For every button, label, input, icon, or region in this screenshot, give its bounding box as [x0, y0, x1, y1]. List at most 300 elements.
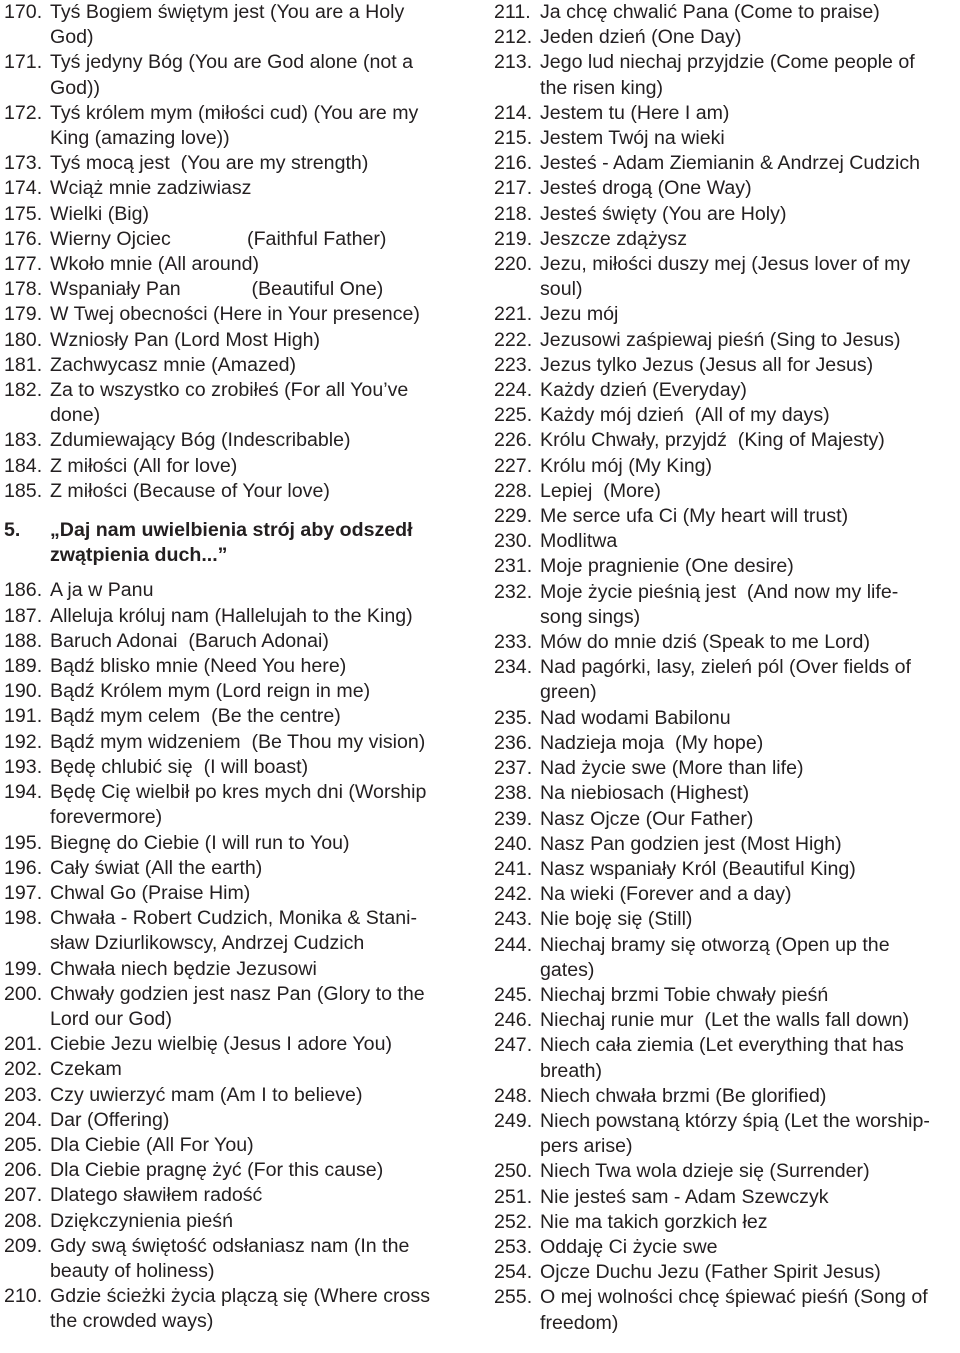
song-number: 229.: [494, 505, 533, 528]
song-title: A ja w Panu: [50, 579, 154, 602]
song-number: 176.: [4, 227, 43, 250]
song-entry-line: [494, 76, 960, 101]
song-entry-line: [4, 428, 474, 453]
song-number: 230.: [494, 530, 533, 553]
song-number: 215.: [494, 127, 533, 150]
song-number: 193.: [4, 755, 43, 778]
song-title: Dla Ciebie (All For You): [50, 1133, 254, 1156]
song-number: 196.: [4, 856, 43, 879]
song-entry-line: [494, 1159, 960, 1184]
song-title: Nadzieja moja (My hope): [540, 731, 764, 754]
song-title: Jesteś święty (You are Holy): [540, 202, 787, 225]
song-title: Czy uwierzyć mam (Am I to believe): [50, 1083, 363, 1106]
song-number: [494, 1311, 540, 1336]
song-title: Jezusowi zaśpiewaj pieśń (Sing to Jesus): [540, 328, 901, 351]
song-entry-line: [4, 629, 474, 654]
song-entry-line: [4, 730, 474, 755]
song-title: Jezu mój: [540, 303, 619, 326]
song-entry-line: [4, 1158, 474, 1183]
song-number: 228.: [494, 479, 533, 502]
song-number: [4, 1007, 50, 1032]
song-entry-line: [494, 504, 960, 529]
song-title: God): [50, 26, 94, 49]
song-number: 238.: [494, 782, 533, 805]
song-entry-line: [4, 1108, 474, 1133]
song-entry-line: [494, 378, 960, 403]
song-number: 172.: [4, 101, 43, 124]
song-title: Biegnę do Ciebie (I will run to You): [50, 831, 350, 854]
song-entry-line: [494, 1033, 960, 1058]
song-title: Bądź blisko mnie (Need You here): [50, 655, 347, 678]
song-number: [4, 1259, 50, 1284]
song-entry-line: [4, 1284, 474, 1309]
song-number: 211.: [494, 1, 531, 23]
song-title: Wierny Ojciec (Faithful Father): [50, 227, 387, 250]
song-entry-line: [494, 529, 960, 554]
song-title: Moje pragnienie (One desire): [540, 555, 794, 578]
song-entry-line: [4, 931, 474, 956]
song-number: 243.: [494, 908, 533, 931]
song-title: Jezu, miłości duszy mej (Jesus lover of my: [540, 253, 911, 276]
song-entry-line: [494, 1185, 960, 1210]
song-number: 185.: [4, 479, 43, 502]
song-title: Niechaj bramy się otworzą (Open up the: [540, 933, 890, 956]
song-number: 224.: [494, 379, 533, 402]
song-title: Wielki (Big): [50, 202, 150, 225]
song-number: 210.: [4, 1285, 43, 1308]
song-entry-line: [4, 881, 474, 906]
song-entry-line: [4, 454, 474, 479]
song-number: 205.: [4, 1133, 43, 1156]
song-number: 236.: [494, 731, 533, 754]
song-entry-line: [494, 605, 960, 630]
song-list-left-bottom: [4, 578, 474, 1334]
song-title: Za to wszystko co zrobiłeś (For all You’ve: [50, 379, 409, 402]
song-number: 220.: [494, 253, 533, 276]
song-number: 217.: [494, 177, 533, 200]
song-entry-line: [494, 554, 960, 579]
song-title: Cały świat (All the earth): [50, 856, 263, 879]
song-entry-line: [4, 780, 474, 805]
song-number: 235.: [494, 706, 533, 729]
song-entry-line: [494, 857, 960, 882]
song-title: Bądź mym celem (Be the centre): [50, 705, 341, 728]
song-entry-line: [4, 202, 474, 227]
song-entry-line: [494, 1109, 960, 1134]
song-entry-line: [494, 0, 960, 25]
song-number: [4, 805, 50, 830]
song-title: Będę Cię wielbił po kres mych dni (Worship: [50, 781, 427, 804]
song-title: Tyś jedyny Bóg (You are God alone (not a: [50, 51, 414, 74]
song-entry-line: [4, 1259, 474, 1284]
song-title: Nad życie swe (More than life): [540, 757, 804, 780]
song-entry-line: [494, 907, 960, 932]
song-number: 204.: [4, 1108, 43, 1131]
song-number: 225.: [494, 404, 533, 427]
song-title: Jego lud niechaj przyjdzie (Come people of: [540, 51, 915, 74]
song-number: 182.: [4, 379, 43, 402]
song-entry-line: [4, 328, 474, 353]
song-title: Królu mój (My King): [540, 454, 713, 477]
song-number: 237.: [494, 757, 533, 780]
song-entry-line: [494, 428, 960, 453]
song-title: song sings): [540, 605, 641, 628]
song-number: 248.: [494, 1084, 533, 1107]
song-number: 179.: [4, 303, 43, 326]
song-title: Lord our God): [50, 1007, 172, 1030]
song-number: 199.: [4, 957, 43, 980]
song-title: Nie boję się (Still): [540, 908, 693, 931]
song-title: Ojcze Duchu Jezu (Father Spirit Jesus): [540, 1261, 881, 1284]
song-number: 203.: [4, 1083, 43, 1106]
song-entry-line: [494, 353, 960, 378]
song-entry-line: [4, 1309, 474, 1334]
song-number: 233.: [494, 631, 533, 654]
song-number: 175.: [4, 202, 43, 225]
song-title: Lepiej (More): [540, 479, 661, 502]
song-title: Wciąż mnie zadziwiasz: [50, 177, 252, 200]
song-title: Tyś królem mym (miłości cud) (You are my: [50, 101, 419, 124]
song-entry-line: [494, 882, 960, 907]
song-title: Nie ma takich gorzkich łez: [540, 1210, 768, 1233]
song-number: [494, 605, 540, 630]
song-title: soul): [540, 278, 583, 301]
song-entry-line: [4, 1234, 474, 1259]
song-entry-line: [494, 958, 960, 983]
song-number: 250.: [494, 1160, 533, 1183]
song-entry-line: [494, 151, 960, 176]
song-number: 173.: [4, 152, 43, 175]
song-entry-line: [4, 957, 474, 982]
song-title: Oddaję Ci życie swe: [540, 1235, 718, 1258]
song-title: Wzniosły Pan (Lord Most High): [50, 328, 321, 351]
song-title: Tyś Bogiem świętym jest (You are a Holy: [50, 1, 405, 23]
song-title: Każdy mój dzień (All of my days): [540, 404, 830, 427]
song-title: Jesteś - Adam Ziemianin & Andrzej Cudzich: [540, 152, 921, 175]
song-entry-line: [494, 1210, 960, 1235]
song-title: the crowded ways): [50, 1310, 214, 1333]
song-title: Chwała niech będzie Jezusowi: [50, 957, 317, 980]
song-entry-line: [494, 1285, 960, 1310]
song-title: God)): [50, 76, 101, 99]
song-number: 242.: [494, 883, 533, 906]
song-title: Nad wodami Babilonu: [540, 706, 731, 729]
song-number: [494, 1059, 540, 1084]
song-entry-line: [494, 1260, 960, 1285]
song-number: 191.: [4, 705, 43, 728]
song-number: 190.: [4, 680, 43, 703]
song-title: Będę chlubić się (I will boast): [50, 755, 309, 778]
song-number: 255.: [494, 1286, 533, 1309]
song-entry-line: [4, 755, 474, 780]
song-entry-line: [494, 983, 960, 1008]
song-title: Niech cała ziemia (Let everything that has: [540, 1034, 904, 1057]
song-title: Dziękczynienia pieśń: [50, 1209, 233, 1232]
song-title: Jezus tylko Jezus (Jesus all for Jesus): [540, 353, 874, 376]
song-title: the risen king): [540, 76, 664, 99]
song-number: 231.: [494, 555, 533, 578]
song-title: Ciebie Jezu wielbię (Jesus I adore You): [50, 1033, 393, 1056]
song-entry-line: [494, 630, 960, 655]
song-title: Chwała - Robert Cudzich, Monika & Stani-: [50, 907, 417, 930]
song-number: 186.: [4, 579, 43, 602]
song-list-right: [494, 0, 960, 1336]
song-entry-line: [494, 731, 960, 756]
song-entry-line: [494, 176, 960, 201]
song-entry-line: [4, 1083, 474, 1108]
song-entry-line: [4, 805, 474, 830]
song-entry-line: [494, 252, 960, 277]
song-number: 183.: [4, 429, 43, 452]
song-number: 254.: [494, 1261, 533, 1284]
song-entry-line: [494, 655, 960, 680]
song-title: Jestem Twój na wieki: [540, 127, 725, 150]
song-entry-line: [494, 1311, 960, 1336]
song-title: Gdy swą świętość odsłaniasz nam (In the: [50, 1234, 410, 1257]
song-number: 177.: [4, 253, 43, 276]
song-number: 187.: [4, 604, 43, 627]
song-entry-line: [4, 252, 474, 277]
section-heading: [4, 518, 474, 568]
song-number: 192.: [4, 730, 43, 753]
song-title: Na niebiosach (Highest): [540, 782, 750, 805]
song-number: 180.: [4, 328, 43, 351]
song-entry-line: [4, 479, 474, 504]
song-entry-line: [4, 906, 474, 931]
song-number: 195.: [4, 831, 43, 854]
song-title: W Twej obecności (Here in Your presence): [50, 303, 420, 326]
song-entry-line: [494, 479, 960, 504]
song-number: [4, 931, 50, 956]
song-title: forevermore): [50, 806, 163, 829]
song-number: 246.: [494, 1009, 533, 1032]
song-entry-line: [494, 1235, 960, 1260]
song-number: [494, 1134, 540, 1159]
song-title: green): [540, 681, 597, 704]
song-title: Nad pagórki, lasy, zieleń pól (Over fields of: [540, 656, 911, 679]
song-title: Chwal Go (Praise Him): [50, 881, 251, 904]
song-entry-line: [494, 302, 960, 327]
song-title: Bądź mym widzeniem (Be Thou my vision): [50, 730, 426, 753]
song-entry-line: [4, 856, 474, 881]
song-number: [494, 76, 540, 101]
song-title: Nasz Pan godzien jest (Most High): [540, 832, 842, 855]
song-number: 226.: [494, 429, 533, 452]
song-entry-line: [494, 680, 960, 705]
song-number: [494, 277, 540, 302]
song-number: 221.: [494, 303, 533, 326]
song-number: 197.: [4, 881, 43, 904]
song-entry-line: [4, 151, 474, 176]
song-number: 194.: [4, 781, 43, 804]
song-number: [494, 680, 540, 705]
song-entry-line: [4, 126, 474, 151]
song-number: 240.: [494, 832, 533, 855]
song-title: Królu Chwały, przyjdź (King of Majesty): [540, 429, 885, 452]
section-number: 5.: [4, 519, 21, 542]
song-number: 245.: [494, 983, 533, 1006]
song-title: breath): [540, 1059, 603, 1082]
song-number: 219.: [494, 227, 533, 250]
section-title-line: „Daj nam uwielbienia strój aby odszedł: [50, 519, 413, 542]
song-entry-line: [4, 353, 474, 378]
song-title: Niech Twa wola dzieje się (Surrender): [540, 1160, 870, 1183]
song-title: Z miłości (All for love): [50, 454, 238, 477]
song-title: done): [50, 404, 101, 427]
song-entry-line: [4, 1209, 474, 1234]
song-number: [4, 126, 50, 151]
song-number: 214.: [494, 101, 533, 124]
song-number: 249.: [494, 1109, 533, 1132]
song-title: Me serce ufa Ci (My heart will trust): [540, 505, 849, 528]
song-number: 171.: [4, 51, 43, 74]
song-number: 174.: [4, 177, 43, 200]
song-title: O mej wolności chcę śpiewać pieśń (Song of: [540, 1286, 928, 1309]
song-title: Każdy dzień (Everyday): [540, 379, 747, 402]
song-title: Wspaniały Pan (Beautiful One): [50, 278, 384, 301]
song-title: Nasz Ojcze (Our Father): [540, 807, 754, 830]
song-title: Niech powstaną którzy śpią (Let the worship-: [540, 1109, 930, 1132]
song-entry-line: [4, 403, 474, 428]
song-number: 188.: [4, 629, 43, 652]
song-entry-line: [4, 25, 474, 50]
song-entry-line: [494, 454, 960, 479]
song-title: King (amazing love)): [50, 127, 230, 150]
song-title: Gdzie ścieżki życia plączą się (Where cross: [50, 1285, 431, 1308]
song-title: Chwały godzien jest nasz Pan (Glory to the: [50, 982, 425, 1005]
song-title: sław Dziurlikowscy, Andrzej Cudzich: [50, 932, 365, 955]
song-number: 170.: [4, 1, 43, 23]
song-title: Nasz wspaniały Król (Beautiful King): [540, 857, 856, 880]
song-number: 184.: [4, 454, 43, 477]
song-title: Alleluja króluj nam (Hallelujah to the King): [50, 604, 413, 627]
song-number: 252.: [494, 1210, 533, 1233]
song-title: Tyś mocą jest (You are my strength): [50, 152, 369, 175]
song-number: 206.: [4, 1159, 43, 1182]
song-number: 198.: [4, 907, 43, 930]
song-title: Modlitwa: [540, 530, 618, 553]
song-title: Z miłości (Because of Your love): [50, 479, 330, 502]
song-number: 232.: [494, 580, 533, 603]
song-number: [4, 25, 50, 50]
song-number: [4, 403, 50, 428]
song-title: Ja chcę chwalić Pana (Come to praise): [540, 1, 880, 23]
song-entry-line: [4, 302, 474, 327]
song-entry-line: [4, 378, 474, 403]
song-title: Dla Ciebie pragnę żyć (For this cause): [50, 1159, 384, 1182]
song-entry-line: [4, 831, 474, 856]
song-entry-line: [4, 0, 474, 25]
song-entry-line: [4, 50, 474, 75]
song-entry-line: [4, 679, 474, 704]
song-number: 253.: [494, 1235, 533, 1258]
song-entry-line: [494, 328, 960, 353]
song-number: 247.: [494, 1034, 533, 1057]
song-title: beauty of holiness): [50, 1259, 215, 1282]
song-entry-line: [4, 277, 474, 302]
song-number: [494, 958, 540, 983]
song-title: Wkoło mnie (All around): [50, 253, 260, 276]
song-number: 216.: [494, 152, 533, 175]
song-entry-line: [494, 1008, 960, 1033]
song-entry-line: [494, 227, 960, 252]
song-entry-line: [494, 706, 960, 731]
song-entry-line: [4, 982, 474, 1007]
song-number: [4, 1309, 50, 1334]
song-title: Mów do mnie dziś (Speak to me Lord): [540, 631, 870, 654]
song-number: 244.: [494, 933, 533, 956]
song-entry-line: [494, 832, 960, 857]
song-title: pers arise): [540, 1135, 633, 1158]
song-entry-line: [494, 580, 960, 605]
song-title: Dar (Offering): [50, 1108, 170, 1131]
song-number: 181.: [4, 353, 43, 376]
song-list-left-top: [4, 0, 474, 504]
song-entry-line: [4, 1057, 474, 1082]
song-number: 218.: [494, 202, 533, 225]
song-title: Niech chwała brzmi (Be glorified): [540, 1084, 827, 1107]
song-number: 227.: [494, 454, 533, 477]
song-entry-line: [4, 101, 474, 126]
song-number: 189.: [4, 655, 43, 678]
song-entry-line: [494, 756, 960, 781]
section-title: [50, 518, 413, 568]
song-title: Zdumiewający Bóg (Indescribable): [50, 429, 351, 452]
song-number: 202.: [4, 1058, 43, 1081]
song-title: Jesteś drogą (One Way): [540, 177, 752, 200]
song-entry-line: [4, 227, 474, 252]
song-number: 213.: [494, 51, 533, 74]
song-number: 223.: [494, 353, 533, 376]
song-number: [4, 76, 50, 101]
song-entry-line: [4, 176, 474, 201]
song-number: 208.: [4, 1209, 43, 1232]
section-title-line: zwątpienia duch...”: [50, 544, 228, 567]
song-number: 209.: [4, 1234, 43, 1257]
song-title: Niechaj runie mur (Let the walls fall down): [540, 1009, 910, 1032]
song-title: Nie jesteś sam - Adam Szewczyk: [540, 1185, 829, 1208]
song-title: Baruch Adonai (Baruch Adonai): [50, 629, 329, 652]
song-entry-line: [494, 933, 960, 958]
song-title: Jestem tu (Here I am): [540, 101, 730, 124]
song-number: 201.: [4, 1033, 43, 1056]
song-entry-line: [494, 277, 960, 302]
song-entry-line: [494, 403, 960, 428]
song-entry-line: [494, 1059, 960, 1084]
song-entry-line: [494, 781, 960, 806]
song-entry-line: [494, 202, 960, 227]
song-entry-line: [4, 578, 474, 603]
song-number: 234.: [494, 656, 533, 679]
song-entry-line: [4, 654, 474, 679]
song-entry-line: [4, 1007, 474, 1032]
song-number: 239.: [494, 807, 533, 830]
song-number: 207.: [4, 1184, 43, 1207]
song-title: freedom): [540, 1311, 619, 1334]
song-number: 241.: [494, 857, 533, 880]
song-number: 251.: [494, 1185, 533, 1208]
song-number: 212.: [494, 26, 533, 49]
song-number: 178.: [4, 278, 43, 301]
song-entry-line: [494, 101, 960, 126]
song-number: 222.: [494, 328, 533, 351]
song-title: Niechaj brzmi Tobie chwały pieśń: [540, 983, 829, 1006]
song-entry-line: [494, 126, 960, 151]
song-title: Na wieki (Forever and a day): [540, 883, 792, 906]
right-column: [494, 0, 960, 1336]
song-entry-line: [494, 1134, 960, 1159]
song-entry-line: [494, 1084, 960, 1109]
